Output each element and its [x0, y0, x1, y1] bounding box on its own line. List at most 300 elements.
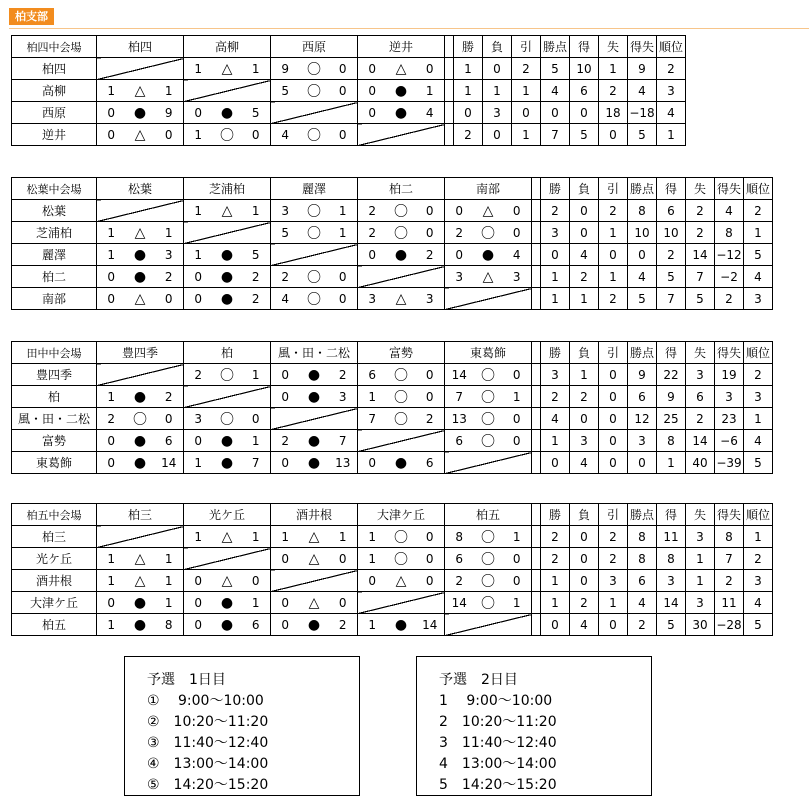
score-for: 0: [97, 102, 126, 124]
gap-cell: [532, 430, 541, 452]
stat-header: 順位: [744, 504, 773, 526]
score-against: 0: [416, 58, 445, 80]
score-for: 1: [97, 80, 126, 102]
stat-cell: 1: [483, 80, 512, 102]
stat-cell: 2: [512, 58, 541, 80]
gap-cell: [532, 288, 541, 310]
self-match-cell: [445, 614, 532, 636]
result-mark: 〇: [213, 408, 242, 430]
score-against: 9: [155, 102, 184, 124]
result-mark: ●: [300, 364, 329, 386]
stat-cell: 2: [657, 244, 686, 266]
score-against: 1: [503, 592, 532, 614]
table-row: [12, 124, 686, 146]
stat-cell: 0: [570, 548, 599, 570]
stat-cell: −6: [715, 430, 744, 452]
stat-cell: 0: [454, 102, 483, 124]
result-mark: △: [126, 570, 155, 592]
stat-cell: 2: [541, 200, 570, 222]
stat-cell: 3: [744, 570, 773, 592]
score-for: 1: [184, 452, 213, 474]
column-team-header: 風・田・二松: [271, 342, 358, 364]
stat-cell: 0: [599, 452, 628, 474]
stat-header: 負: [570, 504, 599, 526]
stat-cell: 5: [744, 452, 773, 474]
stat-header: 引: [599, 342, 628, 364]
score-for: 0: [184, 266, 213, 288]
stat-cell: 1: [541, 570, 570, 592]
stat-cell: 7: [686, 266, 715, 288]
column-team-header: 柏二: [358, 178, 445, 200]
score-against: 0: [155, 124, 184, 146]
score-against: 2: [155, 386, 184, 408]
stat-cell: 3: [657, 80, 686, 102]
table-row: [12, 614, 773, 636]
stat-cell: 6: [628, 386, 657, 408]
score-against: 6: [242, 614, 271, 636]
league-table-kashiwa4: [11, 35, 686, 146]
stat-header: 順位: [744, 178, 773, 200]
score-against: 4: [503, 244, 532, 266]
standings-table: [11, 177, 773, 310]
stat-cell: 14: [686, 430, 715, 452]
row-team-label: 大津ケ丘: [12, 592, 97, 614]
schedule-row: ③ 11:40〜12:40: [147, 735, 269, 751]
gap-cell: [532, 408, 541, 430]
stat-cell: 4: [570, 452, 599, 474]
stat-header: 勝: [541, 342, 570, 364]
score-for: 1: [358, 614, 387, 636]
result-mark: 〇: [474, 592, 503, 614]
stat-cell: 6: [570, 80, 599, 102]
result-mark: ●: [126, 266, 155, 288]
result-mark: ●: [213, 592, 242, 614]
result-mark: 〇: [387, 200, 416, 222]
result-mark: 〇: [474, 222, 503, 244]
standings-table: [11, 341, 773, 474]
stat-cell: 2: [599, 288, 628, 310]
row-team-label: 芝浦柏: [12, 222, 97, 244]
stat-cell: 9: [628, 58, 657, 80]
gap-cell: [445, 102, 454, 124]
stat-cell: 3: [686, 526, 715, 548]
score-against: 0: [329, 80, 358, 102]
league-table-matsuba: [11, 177, 773, 310]
stat-header: 得失: [715, 178, 744, 200]
score-against: 0: [416, 200, 445, 222]
result-mark: ●: [300, 386, 329, 408]
result-mark: △: [213, 58, 242, 80]
column-team-header: 富勢: [358, 342, 445, 364]
score-against: 0: [155, 288, 184, 310]
stat-cell: 8: [628, 526, 657, 548]
score-against: 1: [155, 80, 184, 102]
stat-cell: 8: [715, 222, 744, 244]
score-against: 3: [329, 386, 358, 408]
score-against: 13: [329, 452, 358, 474]
result-mark: 〇: [300, 288, 329, 310]
score-against: 0: [503, 408, 532, 430]
gap-cell: [445, 80, 454, 102]
stat-header: 負: [570, 178, 599, 200]
stat-cell: −12: [715, 244, 744, 266]
schedule-box-day1: [124, 656, 360, 796]
score-against: 2: [242, 266, 271, 288]
stat-cell: 10: [570, 58, 599, 80]
score-for: 1: [97, 548, 126, 570]
score-for: 2: [445, 570, 474, 592]
stat-cell: 4: [570, 614, 599, 636]
score-for: 0: [97, 592, 126, 614]
stat-cell: 6: [628, 570, 657, 592]
stat-header: 順位: [744, 342, 773, 364]
stat-header: 得失: [715, 504, 744, 526]
stat-cell: 8: [657, 430, 686, 452]
score-against: 0: [242, 570, 271, 592]
stat-cell: 7: [657, 288, 686, 310]
stat-cell: −18: [628, 102, 657, 124]
result-mark: △: [126, 222, 155, 244]
stat-cell: 4: [628, 80, 657, 102]
result-mark: ●: [213, 102, 242, 124]
stat-cell: 1: [454, 80, 483, 102]
self-match-cell: [271, 570, 358, 592]
stat-cell: 6: [657, 200, 686, 222]
stat-cell: 0: [483, 58, 512, 80]
result-mark: 〇: [387, 386, 416, 408]
row-team-label: 松葉: [12, 200, 97, 222]
self-match-cell: [184, 222, 271, 244]
score-for: 1: [97, 614, 126, 636]
stat-cell: 0: [512, 102, 541, 124]
result-mark: ●: [126, 592, 155, 614]
result-mark: 〇: [213, 364, 242, 386]
score-for: 1: [97, 222, 126, 244]
score-against: 2: [329, 614, 358, 636]
score-for: 1: [184, 58, 213, 80]
score-against: 0: [503, 548, 532, 570]
score-for: 2: [271, 430, 300, 452]
row-team-label: 麗澤: [12, 244, 97, 266]
score-for: 13: [445, 408, 474, 430]
score-for: 5: [271, 80, 300, 102]
stat-cell: 0: [599, 430, 628, 452]
stat-header: 得: [657, 178, 686, 200]
result-mark: ●: [126, 102, 155, 124]
result-mark: △: [474, 266, 503, 288]
branch-badge: 柏支部: [9, 8, 54, 25]
score-for: 1: [97, 386, 126, 408]
score-for: 3: [445, 266, 474, 288]
stat-header: 得失: [715, 342, 744, 364]
stat-cell: 3: [570, 430, 599, 452]
row-team-label: 柏二: [12, 266, 97, 288]
stat-cell: 30: [686, 614, 715, 636]
score-for: 0: [358, 58, 387, 80]
result-mark: ●: [213, 614, 242, 636]
stat-cell: −28: [715, 614, 744, 636]
row-team-label: 柏三: [12, 526, 97, 548]
score-against: 3: [503, 266, 532, 288]
schedule-title: 予選 2日目: [439, 672, 518, 688]
score-against: 5: [242, 244, 271, 266]
stat-header: 勝: [541, 178, 570, 200]
result-mark: ●: [300, 614, 329, 636]
stat-cell: 4: [744, 266, 773, 288]
score-against: 1: [503, 526, 532, 548]
venue-label: 松葉中会場: [12, 178, 97, 200]
score-for: 3: [358, 288, 387, 310]
table-row: [12, 430, 773, 452]
score-against: 6: [155, 430, 184, 452]
column-team-header: 柏五: [445, 504, 532, 526]
score-for: 4: [271, 124, 300, 146]
stat-cell: 2: [744, 548, 773, 570]
stat-cell: 1: [599, 58, 628, 80]
result-mark: ●: [387, 614, 416, 636]
stat-cell: 1: [541, 430, 570, 452]
stat-cell: 19: [715, 364, 744, 386]
stat-cell: 10: [657, 222, 686, 244]
stat-cell: 2: [599, 80, 628, 102]
stat-header: 失: [686, 342, 715, 364]
score-for: 1: [184, 526, 213, 548]
stat-cell: 4: [541, 80, 570, 102]
score-against: 0: [242, 408, 271, 430]
stat-cell: 40: [686, 452, 715, 474]
stat-cell: 18: [599, 102, 628, 124]
stat-cell: 2: [541, 526, 570, 548]
self-match-cell: [445, 288, 532, 310]
gap-cell: [532, 592, 541, 614]
stat-cell: 8: [628, 548, 657, 570]
row-team-label: 柏五: [12, 614, 97, 636]
stat-cell: 2: [541, 386, 570, 408]
score-for: 0: [271, 364, 300, 386]
gap-cell: [445, 124, 454, 146]
stat-header: 失: [686, 178, 715, 200]
score-for: 9: [271, 58, 300, 80]
standings-table: [11, 35, 686, 146]
self-match-cell: [97, 200, 184, 222]
stat-cell: 2: [570, 592, 599, 614]
score-against: 1: [155, 570, 184, 592]
score-for: 7: [358, 408, 387, 430]
score-for: 0: [358, 102, 387, 124]
stat-cell: 2: [686, 200, 715, 222]
stat-header: 失: [599, 36, 628, 58]
stat-cell: 5: [744, 614, 773, 636]
stat-cell: 1: [686, 548, 715, 570]
score-against: 0: [329, 548, 358, 570]
stat-cell: 2: [715, 288, 744, 310]
column-team-header: 高柳: [184, 36, 271, 58]
score-for: 0: [271, 452, 300, 474]
league-table-tanaka: [11, 341, 773, 474]
stat-cell: 2: [454, 124, 483, 146]
stat-cell: 1: [657, 124, 686, 146]
stat-cell: 1: [541, 288, 570, 310]
stat-header: 勝: [454, 36, 483, 58]
stat-cell: 1: [744, 526, 773, 548]
header-divider: [9, 28, 809, 29]
stat-cell: 6: [686, 386, 715, 408]
result-mark: △: [300, 592, 329, 614]
stat-cell: 5: [657, 614, 686, 636]
stat-cell: 0: [541, 102, 570, 124]
result-mark: ●: [126, 452, 155, 474]
score-for: 0: [445, 244, 474, 266]
score-against: 1: [416, 80, 445, 102]
stat-cell: 1: [454, 58, 483, 80]
stat-header: 負: [570, 342, 599, 364]
schedule-row: 1 9:00〜10:00: [439, 693, 553, 709]
gap-cell: [445, 58, 454, 80]
gap-cell: [445, 36, 454, 58]
schedule-row: 4 13:00〜14:00: [439, 756, 557, 772]
stat-cell: 22: [657, 364, 686, 386]
score-against: 2: [416, 244, 445, 266]
score-for: 1: [97, 244, 126, 266]
row-team-label: 柏四: [12, 58, 97, 80]
score-against: 6: [416, 452, 445, 474]
column-team-header: 柏三: [97, 504, 184, 526]
result-mark: 〇: [474, 526, 503, 548]
score-against: 14: [416, 614, 445, 636]
row-team-label: 風・田・二松: [12, 408, 97, 430]
result-mark: 〇: [474, 364, 503, 386]
result-mark: 〇: [474, 408, 503, 430]
score-against: 0: [416, 570, 445, 592]
self-match-cell: [271, 244, 358, 266]
score-for: 0: [184, 592, 213, 614]
stat-header: 引: [599, 178, 628, 200]
stat-cell: 3: [744, 288, 773, 310]
row-team-label: 西原: [12, 102, 97, 124]
table-row: [12, 102, 686, 124]
stat-header: 得: [657, 504, 686, 526]
result-mark: ●: [213, 244, 242, 266]
gap-cell: [532, 526, 541, 548]
result-mark: △: [300, 548, 329, 570]
schedule-title: 予選 1日目: [147, 672, 226, 688]
self-match-cell: [271, 102, 358, 124]
gap-cell: [532, 614, 541, 636]
gap-cell: [532, 266, 541, 288]
stat-cell: 8: [628, 200, 657, 222]
score-for: 0: [358, 570, 387, 592]
stat-header: 失: [686, 504, 715, 526]
score-for: 7: [445, 386, 474, 408]
score-for: 3: [184, 408, 213, 430]
stat-cell: 3: [628, 430, 657, 452]
score-against: 1: [242, 58, 271, 80]
column-team-header: 光ケ丘: [184, 504, 271, 526]
row-team-label: 柏: [12, 386, 97, 408]
stat-cell: 12: [628, 408, 657, 430]
result-mark: 〇: [474, 570, 503, 592]
score-for: 1: [271, 526, 300, 548]
result-mark: ●: [474, 244, 503, 266]
gap-cell: [532, 364, 541, 386]
score-against: 0: [329, 124, 358, 146]
score-against: 0: [329, 58, 358, 80]
gap-cell: [532, 386, 541, 408]
stat-cell: 2: [628, 614, 657, 636]
result-mark: ●: [213, 430, 242, 452]
result-mark: △: [387, 288, 416, 310]
stat-cell: 1: [686, 570, 715, 592]
stat-header: 勝点: [628, 504, 657, 526]
score-against: 1: [242, 364, 271, 386]
stat-cell: 0: [599, 244, 628, 266]
score-against: 0: [503, 364, 532, 386]
result-mark: ●: [126, 430, 155, 452]
stat-header: 勝点: [628, 178, 657, 200]
stat-cell: 8: [715, 526, 744, 548]
gap-cell: [532, 178, 541, 200]
self-match-cell: [358, 592, 445, 614]
column-team-header: 酒井根: [271, 504, 358, 526]
result-mark: ●: [213, 266, 242, 288]
score-against: 1: [329, 526, 358, 548]
stat-header: 順位: [657, 36, 686, 58]
score-for: 0: [184, 288, 213, 310]
score-for: 2: [358, 222, 387, 244]
stat-cell: 0: [570, 102, 599, 124]
gap-cell: [532, 244, 541, 266]
stat-header: 勝点: [628, 342, 657, 364]
stat-cell: 5: [657, 266, 686, 288]
stat-cell: 1: [541, 266, 570, 288]
column-team-header: 芝浦柏: [184, 178, 271, 200]
result-mark: 〇: [474, 386, 503, 408]
score-against: 0: [503, 430, 532, 452]
table-row: [12, 80, 686, 102]
result-mark: 〇: [474, 548, 503, 570]
stat-cell: 2: [570, 266, 599, 288]
stat-cell: 0: [570, 222, 599, 244]
score-for: 2: [358, 200, 387, 222]
result-mark: △: [300, 526, 329, 548]
score-for: 0: [184, 102, 213, 124]
score-for: 1: [184, 124, 213, 146]
score-for: 1: [184, 244, 213, 266]
result-mark: ●: [213, 452, 242, 474]
score-for: 6: [445, 548, 474, 570]
gap-cell: [532, 200, 541, 222]
standings-table: [11, 503, 773, 636]
row-team-label: 富勢: [12, 430, 97, 452]
score-for: 2: [97, 408, 126, 430]
stat-header: 勝: [541, 504, 570, 526]
stat-cell: 1: [599, 266, 628, 288]
score-against: 0: [503, 570, 532, 592]
stat-cell: 8: [657, 548, 686, 570]
schedule-row: ② 10:20〜11:20: [147, 714, 269, 730]
gap-cell: [532, 342, 541, 364]
schedule-row: ⑤ 14:20〜15:20: [147, 777, 269, 793]
result-mark: 〇: [300, 58, 329, 80]
gap-cell: [532, 452, 541, 474]
score-against: 8: [155, 614, 184, 636]
score-against: 1: [329, 200, 358, 222]
row-team-label: 豊四季: [12, 364, 97, 386]
result-mark: ●: [300, 452, 329, 474]
stat-cell: 7: [715, 548, 744, 570]
league-table-kashiwa5: [11, 503, 773, 636]
result-mark: △: [387, 570, 416, 592]
